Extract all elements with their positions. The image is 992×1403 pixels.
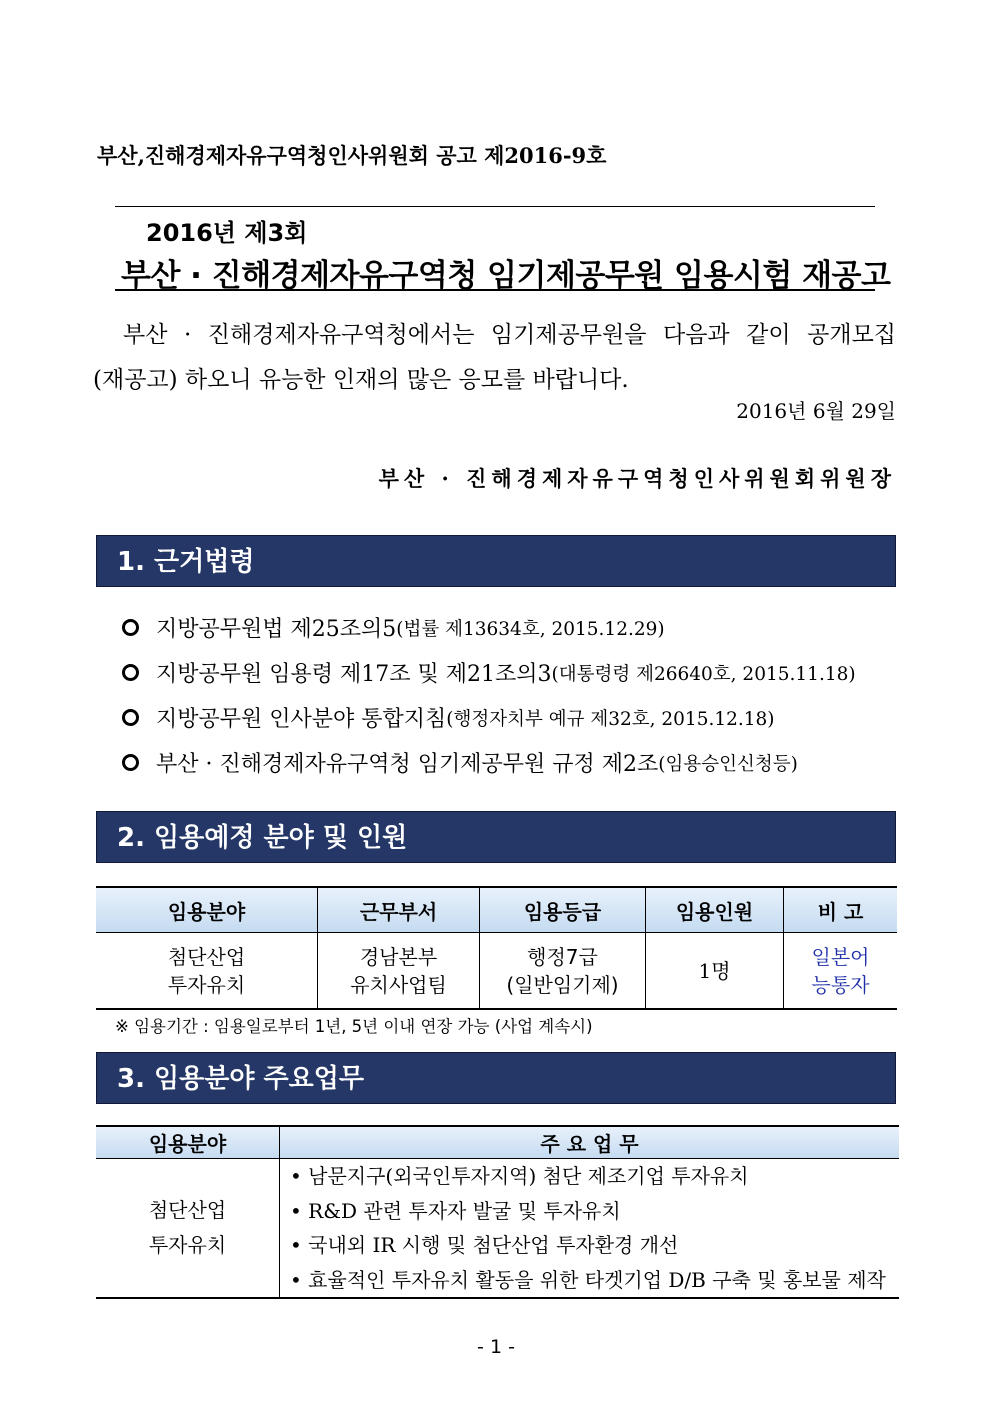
- law-name: 지방공무원 인사분야 통합지침: [156, 707, 447, 732]
- field-line: 첨단산업: [148, 1198, 227, 1222]
- column-header: 비 고: [784, 887, 898, 933]
- remark-line: 일본어: [811, 944, 870, 969]
- list-item: [122, 740, 856, 785]
- department-line: 경남본부: [359, 944, 438, 969]
- field-line: 투자유치: [167, 972, 246, 997]
- field-line: 투자유치: [148, 1233, 227, 1257]
- page-number: - 1 -: [477, 1336, 515, 1358]
- announcement-date: 2016년 6월 29일: [736, 399, 896, 423]
- legal-basis-list: [122, 605, 856, 785]
- count-cell: 1명: [646, 933, 784, 1010]
- duty-item: • 효율적인 투자유치 활동을 위한 타겟기업 D/B 구축 및 홍보물 제작: [290, 1267, 886, 1292]
- column-header: 임용분야: [96, 1126, 280, 1159]
- signer: 부산 · 진해경제자유구역청인사위원회위원장: [378, 466, 896, 491]
- notice-number: 부산,진해경제자유구역청인사위원회 공고 제2016-9호: [97, 143, 607, 168]
- column-header: 주 요 업 무: [280, 1126, 900, 1159]
- field-line: 첨단산업: [167, 944, 246, 969]
- page-subtitle: 2016년 제3회: [146, 219, 308, 247]
- intro-line-2: (재공고) 하오니 유능한 인재의 많은 응모를 바랍니다.: [93, 367, 629, 393]
- duty-item: • 국내외 IR 시행 및 첨단산업 투자환경 개선: [290, 1233, 679, 1257]
- recruitment-table: [96, 886, 897, 1010]
- table-row: [96, 1159, 899, 1299]
- circle-bullet-icon: [122, 619, 139, 636]
- column-header: 임용등급: [480, 887, 646, 933]
- grade-cell: [480, 933, 646, 1010]
- list-item: [122, 650, 856, 695]
- list-item: [122, 605, 856, 650]
- law-name: 지방공무원 임용령 제17조 및 제21조의3: [156, 662, 552, 687]
- grade-line: 행정7급: [527, 944, 598, 969]
- field-cell: [96, 1159, 280, 1299]
- remark-cell: [784, 933, 898, 1010]
- duties-cell: [280, 1159, 900, 1299]
- column-header: 임용인원: [646, 887, 784, 933]
- title-underline: [115, 289, 875, 291]
- intro-paragraph: [93, 313, 896, 403]
- intro-line-1: 부산 · 진해경제자유구역청에서는 임기제공무원을 다음과 같이 공개모집: [123, 322, 896, 348]
- duty-item: • 남문지구(외국인투자지역) 첨단 제조기업 투자유치: [290, 1164, 749, 1188]
- table-row: [96, 933, 897, 1010]
- list-item: [122, 695, 856, 740]
- law-detail: (대통령령 제26640호, 2015.11.18): [551, 663, 856, 685]
- field-cell: [96, 933, 318, 1010]
- circle-bullet-icon: [122, 664, 139, 681]
- circle-bullet-icon: [122, 754, 139, 771]
- duties-table: [96, 1125, 899, 1299]
- section-2-heading: 2. 임용예정 분야 및 인원: [96, 811, 896, 863]
- duty-item: • R&D 관련 투자자 발굴 및 투자유치: [290, 1198, 621, 1223]
- term-note: ※ 임용기간 : 임용일로부터 1년, 5년 이내 연장 가능 (사업 계속시): [115, 1017, 593, 1036]
- department-line: 유치사업팀: [350, 972, 447, 997]
- law-detail: (행정자치부 예규 제32호, 2015.12.18): [446, 708, 775, 730]
- page-title: 부산 · 진해경제자유구역청 임기제공무원 임용시험 재공고: [121, 258, 891, 294]
- table-header-row: [96, 887, 897, 933]
- column-header: 임용분야: [96, 887, 318, 933]
- circle-bullet-icon: [122, 709, 139, 726]
- remark-line: 능통자: [811, 972, 870, 997]
- department-cell: [318, 933, 480, 1010]
- section-3-heading: 3. 임용분야 주요업무: [96, 1052, 896, 1104]
- divider-top: [115, 206, 875, 207]
- section-1-heading: 1. 근거법령: [96, 535, 896, 587]
- law-detail: (임용승인신청등): [658, 753, 798, 775]
- law-name: 지방공무원법 제25조의5: [156, 617, 397, 642]
- law-name: 부산 · 진해경제자유구역청 임기제공무원 규정 제2조: [156, 752, 659, 777]
- law-detail: (법률 제13634호, 2015.12.29): [396, 618, 665, 640]
- grade-line: (일반임기제): [506, 972, 619, 997]
- column-header: 근무부서: [318, 887, 480, 933]
- table-header-row: [96, 1126, 899, 1159]
